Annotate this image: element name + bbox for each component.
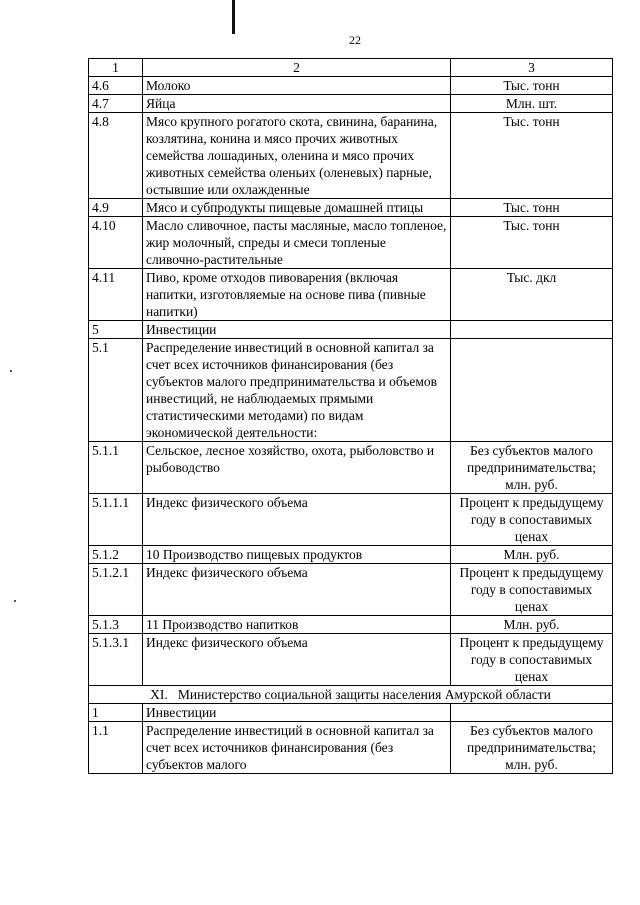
table-row [89,321,613,339]
row-number: 5.1.1 [89,442,143,494]
section-title: Министерство социальной защиты населения Амурской области [177,687,551,702]
row-name: Пиво, кроме отходов пивоварения (включая напитки, изготовляемые на основе пива (пивные напитки) [143,269,451,321]
page-number: 22 [349,33,361,47]
row-number: 4.10 [89,217,143,269]
table-row [89,269,613,321]
row-number: 5.1.2 [89,546,143,564]
table-row [89,199,613,217]
table-row [89,95,613,113]
row-number: 5 [89,321,143,339]
row-unit: Тыс. тонн [451,217,613,269]
row-unit: Процент к предыдущему году в сопоставимых ценах [451,634,613,686]
row-unit: Млн. руб. [451,616,613,634]
row-unit [451,704,613,722]
row-unit: Процент к предыдущему году в сопоставимых ценах [451,564,613,616]
row-number: 4.9 [89,199,143,217]
section-heading [89,686,613,704]
row-number: 5.1.3.1 [89,634,143,686]
row-name: Распределение инвестиций в основной капитал за счет всех источников финансирования (без субъектов малого [143,722,451,774]
table-row [89,217,613,269]
row-unit: Тыс. тонн [451,199,613,217]
row-name: Яйца [143,95,451,113]
row-name: 10 Производство пищевых продуктов [143,546,451,564]
row-unit: Без субъектов малого предпринимательства; млн. руб. [451,722,613,774]
table-header-row [89,59,613,77]
row-unit: Млн. шт. [451,95,613,113]
row-number: 4.7 [89,95,143,113]
row-number: 4.6 [89,77,143,95]
row-name: Индекс физического объема [143,634,451,686]
row-name: Мясо крупного рогатого скота, свинина, баранина, козлятина, конина и мясо прочих животных семейства лошадиных, оленина и мясо прочих животных семейства оленьих (оленевых) парные, остывшие или охлажденные [143,113,451,199]
table-row [89,722,613,774]
row-number: 4.8 [89,113,143,199]
table-row [89,77,613,95]
row-name: Мясо и субпродукты пищевые домашней птицы [143,199,451,217]
table-row [89,564,613,616]
row-unit [451,339,613,442]
row-unit: Процент к предыдущему году в сопоставимых ценах [451,494,613,546]
row-unit: Тыс. дкл [451,269,613,321]
table-row [89,113,613,199]
row-number: 1.1 [89,722,143,774]
row-name: Инвестиции [143,321,451,339]
table-row [89,442,613,494]
row-name: Инвестиции [143,704,451,722]
row-unit [451,321,613,339]
row-name: Распределение инвестиций в основной капитал за счет всех источников финансирования (без субъектов малого предпринимательства и объемов инвестиций, не наблюдаемых прямыми статистическими методами) по видам экономической деятельности: [143,339,451,442]
row-name: Индекс физического объема [143,564,451,616]
scan-speck [10,370,12,372]
row-number: 5.1.3 [89,616,143,634]
row-name: Индекс физического объема [143,494,451,546]
row-name: Молоко [143,77,451,95]
row-name: Масло сливочное, пасты масляные, масло топленое, жир молочный, спреды и смеси топленые сливочно-растительные [143,217,451,269]
row-unit: Тыс. тонн [451,113,613,199]
table-row [89,546,613,564]
column-header: 3 [451,59,613,77]
row-number: 1 [89,704,143,722]
column-header: 1 [89,59,143,77]
column-header: 2 [143,59,451,77]
row-name: Сельское, лесное хозяйство, охота, рыболовство и рыбоводство [143,442,451,494]
row-number: 5.1.1.1 [89,494,143,546]
table-row [89,704,613,722]
row-number: 5.1 [89,339,143,442]
row-name: 11 Производство напитков [143,616,451,634]
scan-mark [232,0,235,34]
row-unit: Млн. руб. [451,546,613,564]
indicator-table [88,58,613,774]
table-row [89,634,613,686]
row-number: 5.1.2.1 [89,564,143,616]
row-unit: Без субъектов малого предпринимательства; млн. руб. [451,442,613,494]
scan-speck [14,600,16,602]
section-number: XI. [150,687,168,702]
table-row [89,494,613,546]
table-row [89,616,613,634]
row-unit: Тыс. тонн [451,77,613,95]
row-number: 4.11 [89,269,143,321]
section-row [89,686,613,704]
table-row [89,339,613,442]
